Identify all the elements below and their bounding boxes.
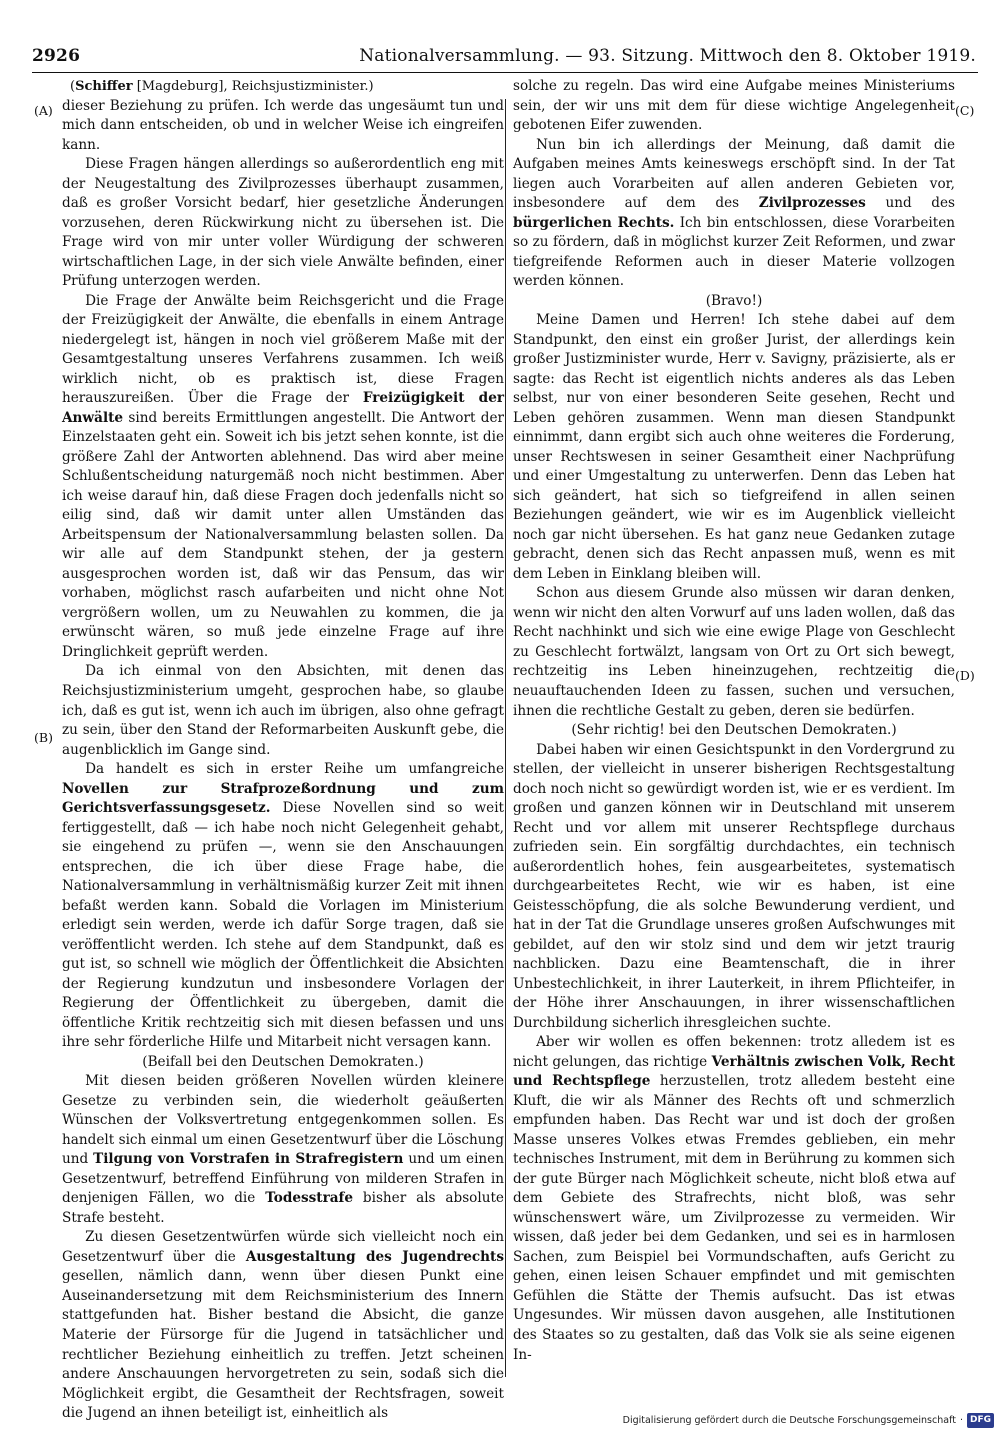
margin-mark-c: (C): [955, 103, 975, 118]
interjection: (Beifall bei den Deutschen Demokraten.): [142, 1053, 424, 1070]
paragraph: Meine Damen und Herren! Ich stehe dabei auf dem Standpunkt, den einst ein großer Jurist, der allerdings kein großer Justizminister wurde, Herr v. Savigny, präzisierte, als er sagte: das Recht ist eigentlich nichts anderes als das Leben selbst, nur von einer besonderen Seite gesehen, Recht und Leben gehören zusammen. Wenn man diesen Standpunkt einnimmt, dann ergibt sich auch ohne weiteres die Forderung, unser Rechtswesen in seiner Gesamtheit einer Nachprüfung und einer Umgestaltung zu unterwerfen. Denn das Leben hat sich geändert, hat sich so tiefgreifend in allen seinen Beziehungen geändert, wie wir es im Augenblick vielleicht noch gar nicht übersehen. Es hat ganz neue Gedanken zutage gebracht, denen sich das Recht anpassen muß, wenn es mit dem Leben in Einklang bleiben will.: [513, 312, 955, 582]
bold-term: bürgerlichen Rechts.: [513, 214, 675, 231]
text-run: Aber wir wollen es offen bekennen: trotz alledem ist es nicht gelungen, das richtige: [513, 1034, 955, 1070]
paragraph: [62, 1072, 504, 1228]
text-run: sind bereits Ermittlungen angestellt. Die Antwort der Einzelstaaten geht ein. Soweit ich bis jetzt sehen konnte, ist die größere Zahl der Antworten ablehnend. Das wird aber meine Schlußentscheidung naturgemäß noch nicht bestimmen. Aber ich weise darauf hin, daß diese Fragen doch jedenfalls nicht so eilig sind, daß wir damit unter allen Umständen das Arbeitspensum der Nationalversammlung belasten sollen. Da wir alle auf dem Standpunkt stehen, der ja gestern ausgesprochen worden ist, daß wir das Pensum, das wir vorhaben, möglichst rasch aufarbeiten und nicht ohne Not vergrößern wollen, um zu Neuwahlen zu kommen, die ja erwünscht wären, so muß jede einzelne Frage auf ihre Dringlichkeit geprüft werden.: [62, 409, 504, 660]
footer-credit: [604, 1411, 994, 1429]
text-run: und um einen Gesetzentwurf, betreffend Einführung von milderen Strafen in denjenigen Fällen, wo die: [62, 1151, 504, 1207]
margin-mark-d: (D): [955, 668, 975, 683]
paragraph: dieser Beziehung zu prüfen. Ich werde das ungesäumt tun und mich dann entscheiden, ob und in welcher Weise ich eingreifen kann.: [62, 97, 504, 153]
page-number: 2926: [32, 46, 81, 66]
text-run: gesellen, nämlich dann, wenn über diesen Punkt eine Auseinandersetzung mit dem Reichsministerium des Innern stattgefunden hat. Bisher bestand die Absicht, die ganze Materie der Fürsorge für die Jugend in tatsächlicher und rechtlicher Beziehung einheitlich zu treffen. Jetzt scheinen andere Anschauungen hervorgetreten zu sein, sodaß sich die Möglichkeit ergibt, die Gesamtheit der Rechtsfragen, soweit die Jugend an ihnen beteiligt ist, einheitlich als: [62, 1268, 504, 1422]
page-header: [32, 46, 976, 70]
text-run: bisher als absolute Strafe besteht.: [62, 1190, 504, 1226]
paragraph: [62, 292, 504, 663]
paragraph: Dabei haben wir einen Gesichtspunkt in den Vordergrund zu stellen, der vielleicht in unserer bisherigen Rechtsgestaltung doch noch nicht so gewürdigt worden ist, wie er es verdient. Im großen und ganzen können wir in Deutschland mit unserem Recht und vor allem mit unserer Rechtspflege durchaus zufrieden sein. Ein sorgfältig durchdachtes, ein technisch außerordentlich hohes, fein ausgearbeitetes, systematisch durchgearbeitetes Recht, wie wir es haben, ist eine Geistesschöpfung, die als solche Bewunderung verdient, und hat in der Tat die Grundlage unseres großen Aufschwunges mit gebildet, auf den wir stolz sind und dem wir jetzt traurig nachblicken. Dazu eine Beamtenschaft, die in ihrer Unbestechlichkeit, in ihrer Lauterkeit, in ihrem Pflichteifer, in der Höhe ihrer Anschauungen, in ihrer wissenschaftlichen Durchbildung sicherlich ihresgleichen suchte.: [513, 741, 955, 1031]
margin-mark-b: (B): [34, 730, 53, 745]
running-title: Nationalversammlung. — 93. Sitzung. Mittwoch den 8. Oktober 1919.: [359, 46, 976, 66]
column-divider: [505, 99, 506, 1377]
text-run: herzustellen, trotz alledem besteht eine Kluft, die wir als Männer des Rechts oft und schmerzlich empfunden haben. Das Recht war und ist doch der großen Masse unseres Volkes etwas Fremdes geblieben, ein mehr technisches Instrument, mit dem in Berührung zu kommen sich der gute Bürger nach Möglichkeit scheute, nicht bloß etwa auf dem Gebiete des Strafrechts, nicht bloß, was sehr wünschenswert wäre, um Zivilprozesse zu vermeiden. Wir wissen, daß jeder bei dem Gedanken, und sei es in harmlosen Sachen, zum Beispiel bei Vormundschaften, aufs Gericht zu gehen, einen leisen Schauer empfindet und mit gemischten Gefühlen die Stätte der Themis aufsucht. Das ist etwas Ungesundes. Wir müssen davon ausgehen, alle Institutionen des Staates so zu gestalten, daß das Volk sie als seine eigenen In-: [513, 1073, 955, 1363]
text-run: Diese Novellen sind so weit fertiggestellt, daß — ich habe noch nicht Gelegenheit gehabt, sie eingehend zu prüfen —, wenn sie den Anschauungen entsprechen, die ich über diese Frage habe, die Nationalversammlung in verhältnismäßig kurzer Zeit mit ihnen befaßt werden kann. Sobald die Vorlagen im Ministerium erledigt sein werden, werde ich dafür Sorge tragen, daß sie veröffentlicht werden. Ich stehe auf dem Standpunkt, daß es gut ist, so schnell wie möglich der Öffentlichkeit die Absichten der Regierung kundzutun und insbesondere Vorlagen der Regierung der Öffentlichkeit zu übergeben, damit die öffentliche Kritik rechtzeitig sich mit diesen befassen und uns ihre sehr förderliche Hilfe und Mitarbeit nicht versagen kann.: [62, 800, 505, 1051]
paragraph: solche zu regeln. Das wird eine Aufgabe meines Ministeriums sein, der wir uns mit dem für diese wichtige Angelegenheit gebotenen Eifer zuwenden.: [513, 78, 955, 134]
margin-mark-a: (A): [34, 103, 53, 118]
paragraph: [62, 1228, 504, 1423]
paragraph: Da ich einmal von den Absichten, mit denen das Reichsjustizministerium umgeht, gesprochen habe, so glaube ich, daß es gut ist, wenn ich auch im übrigen, also ohne gefragt zu sein, über den Stand der Reformarbeiten Auskunft gebe, die augenblicklich im Gange sind.: [62, 663, 504, 758]
interjection: (Bravo!): [705, 292, 763, 309]
text-run: Da handelt es sich in erster Reihe um umfangreiche: [85, 761, 504, 778]
speaker-line: (Schiffer [Magdeburg], Reichsjustizminister.): [70, 79, 374, 94]
text-run: Ich bin entschlossen, diese Vorarbeiten so zu fördern, daß in möglichst kurzer Zeit Reformen, und zwar tiefgreifende Reformen auch in dieser Materie vollzogen werden können.: [513, 214, 955, 290]
bold-term: Todesstrafe: [265, 1190, 354, 1207]
text-run: Mit diesen beiden größeren Novellen würden kleinere Gesetze zu verbinden sein, die wiederholt geäußerten Wünschen der Volksvertretung entgegenkommen sollen. Es handelt sich einmal um einen Gesetzentwurf über die Löschung und: [62, 1073, 504, 1168]
paragraph: Diese Fragen hängen allerdings so außerordentlich eng mit der Neugestaltung des Zivilprozesses überhaupt zusammen, daß es großer Vorsicht bedarf, hier gesetzliche Änderungen vorzusehen, deren Rückwirkung nicht zu übersehen ist. Die Frage wird von mir unter voller Würdigung der schweren wirtschaftlichen Lage, in der sich viele Anwälte befinden, einer Prüfung unterzogen werden.: [62, 156, 504, 290]
speaker-name: Schiffer: [75, 79, 133, 94]
text-run: Die Frage der Anwälte beim Reichsgericht und die Frage der Freizügigkeit der Anwälte, die ebenfalls in einem Antrage niedergelegt ist, hängen in noch viel größerem Maße mit der Gesamtgestaltung unseres Verfahrens zusammen. Ich weiß wirklich nicht, ob es praktisch ist, diese Fragen herauszureißen. Über die Frage der: [62, 292, 504, 407]
bold-term: Novellen zur Strafprozeßordnung und zum Gerichtsverfassungsgesetz.: [62, 780, 504, 817]
bold-term: Verhältnis zwischen Volk, Recht und Rechtspflege: [513, 1053, 955, 1090]
header-rule: [32, 72, 978, 73]
footer-separator: ·: [959, 1414, 963, 1426]
interjection: (Sehr richtig! bei den Deutschen Demokraten.): [571, 722, 897, 739]
bold-term: Freizügigkeit der Anwälte: [62, 390, 504, 426]
paragraph: Schon aus diesem Grunde also müssen wir daran denken, wenn wir nicht den alten Vorwurf auf uns laden wollen, daß das Recht nachhinkt und sich wie eine ewige Plage von Geschlecht zu Geschlecht fortwälzt, langsam von Ort zu Ort sich bewegt, rechtzeitig ins Leben hineinzugehen, rechtzeitig die neuauftauchenden Ideen zu fassen, suchen und versuchen, ihnen die rechtliche Gestalt zu geben, deren sie bedürfen.: [513, 585, 955, 719]
left-column: [62, 77, 505, 1422]
right-column: [513, 77, 955, 1379]
dfg-logo-icon: DFG: [967, 1413, 994, 1428]
paragraph: [513, 1033, 955, 1365]
paragraph: [513, 136, 955, 292]
footer-credit-text: Digitalisierung gefördert durch die Deutsche Forschungsgemeinschaft: [622, 1414, 956, 1426]
text-run: Nun bin ich allerdings der Meinung, daß damit die Aufgaben meines Amts keineswegs erschöpft sind. In der Tat liegen auch Vorarbeiten auf allen anderen Gebieten vor, insbesondere auf dem des: [513, 136, 955, 212]
text-run: und des: [885, 195, 955, 212]
bold-term: Ausgestaltung des Jugendrechts: [245, 1248, 504, 1265]
bold-term: Zivilprozesses: [758, 195, 866, 212]
paragraph: [62, 760, 504, 1053]
bold-term: Tilgung von Vorstrafen in Strafregistern: [93, 1151, 404, 1168]
text-run: Zu diesen Gesetzentwürfen würde sich vielleicht noch ein Gesetzentwurf über die: [62, 1229, 504, 1265]
speaker-affiliation: [Magdeburg], Reichsjustizminister.): [136, 79, 374, 94]
